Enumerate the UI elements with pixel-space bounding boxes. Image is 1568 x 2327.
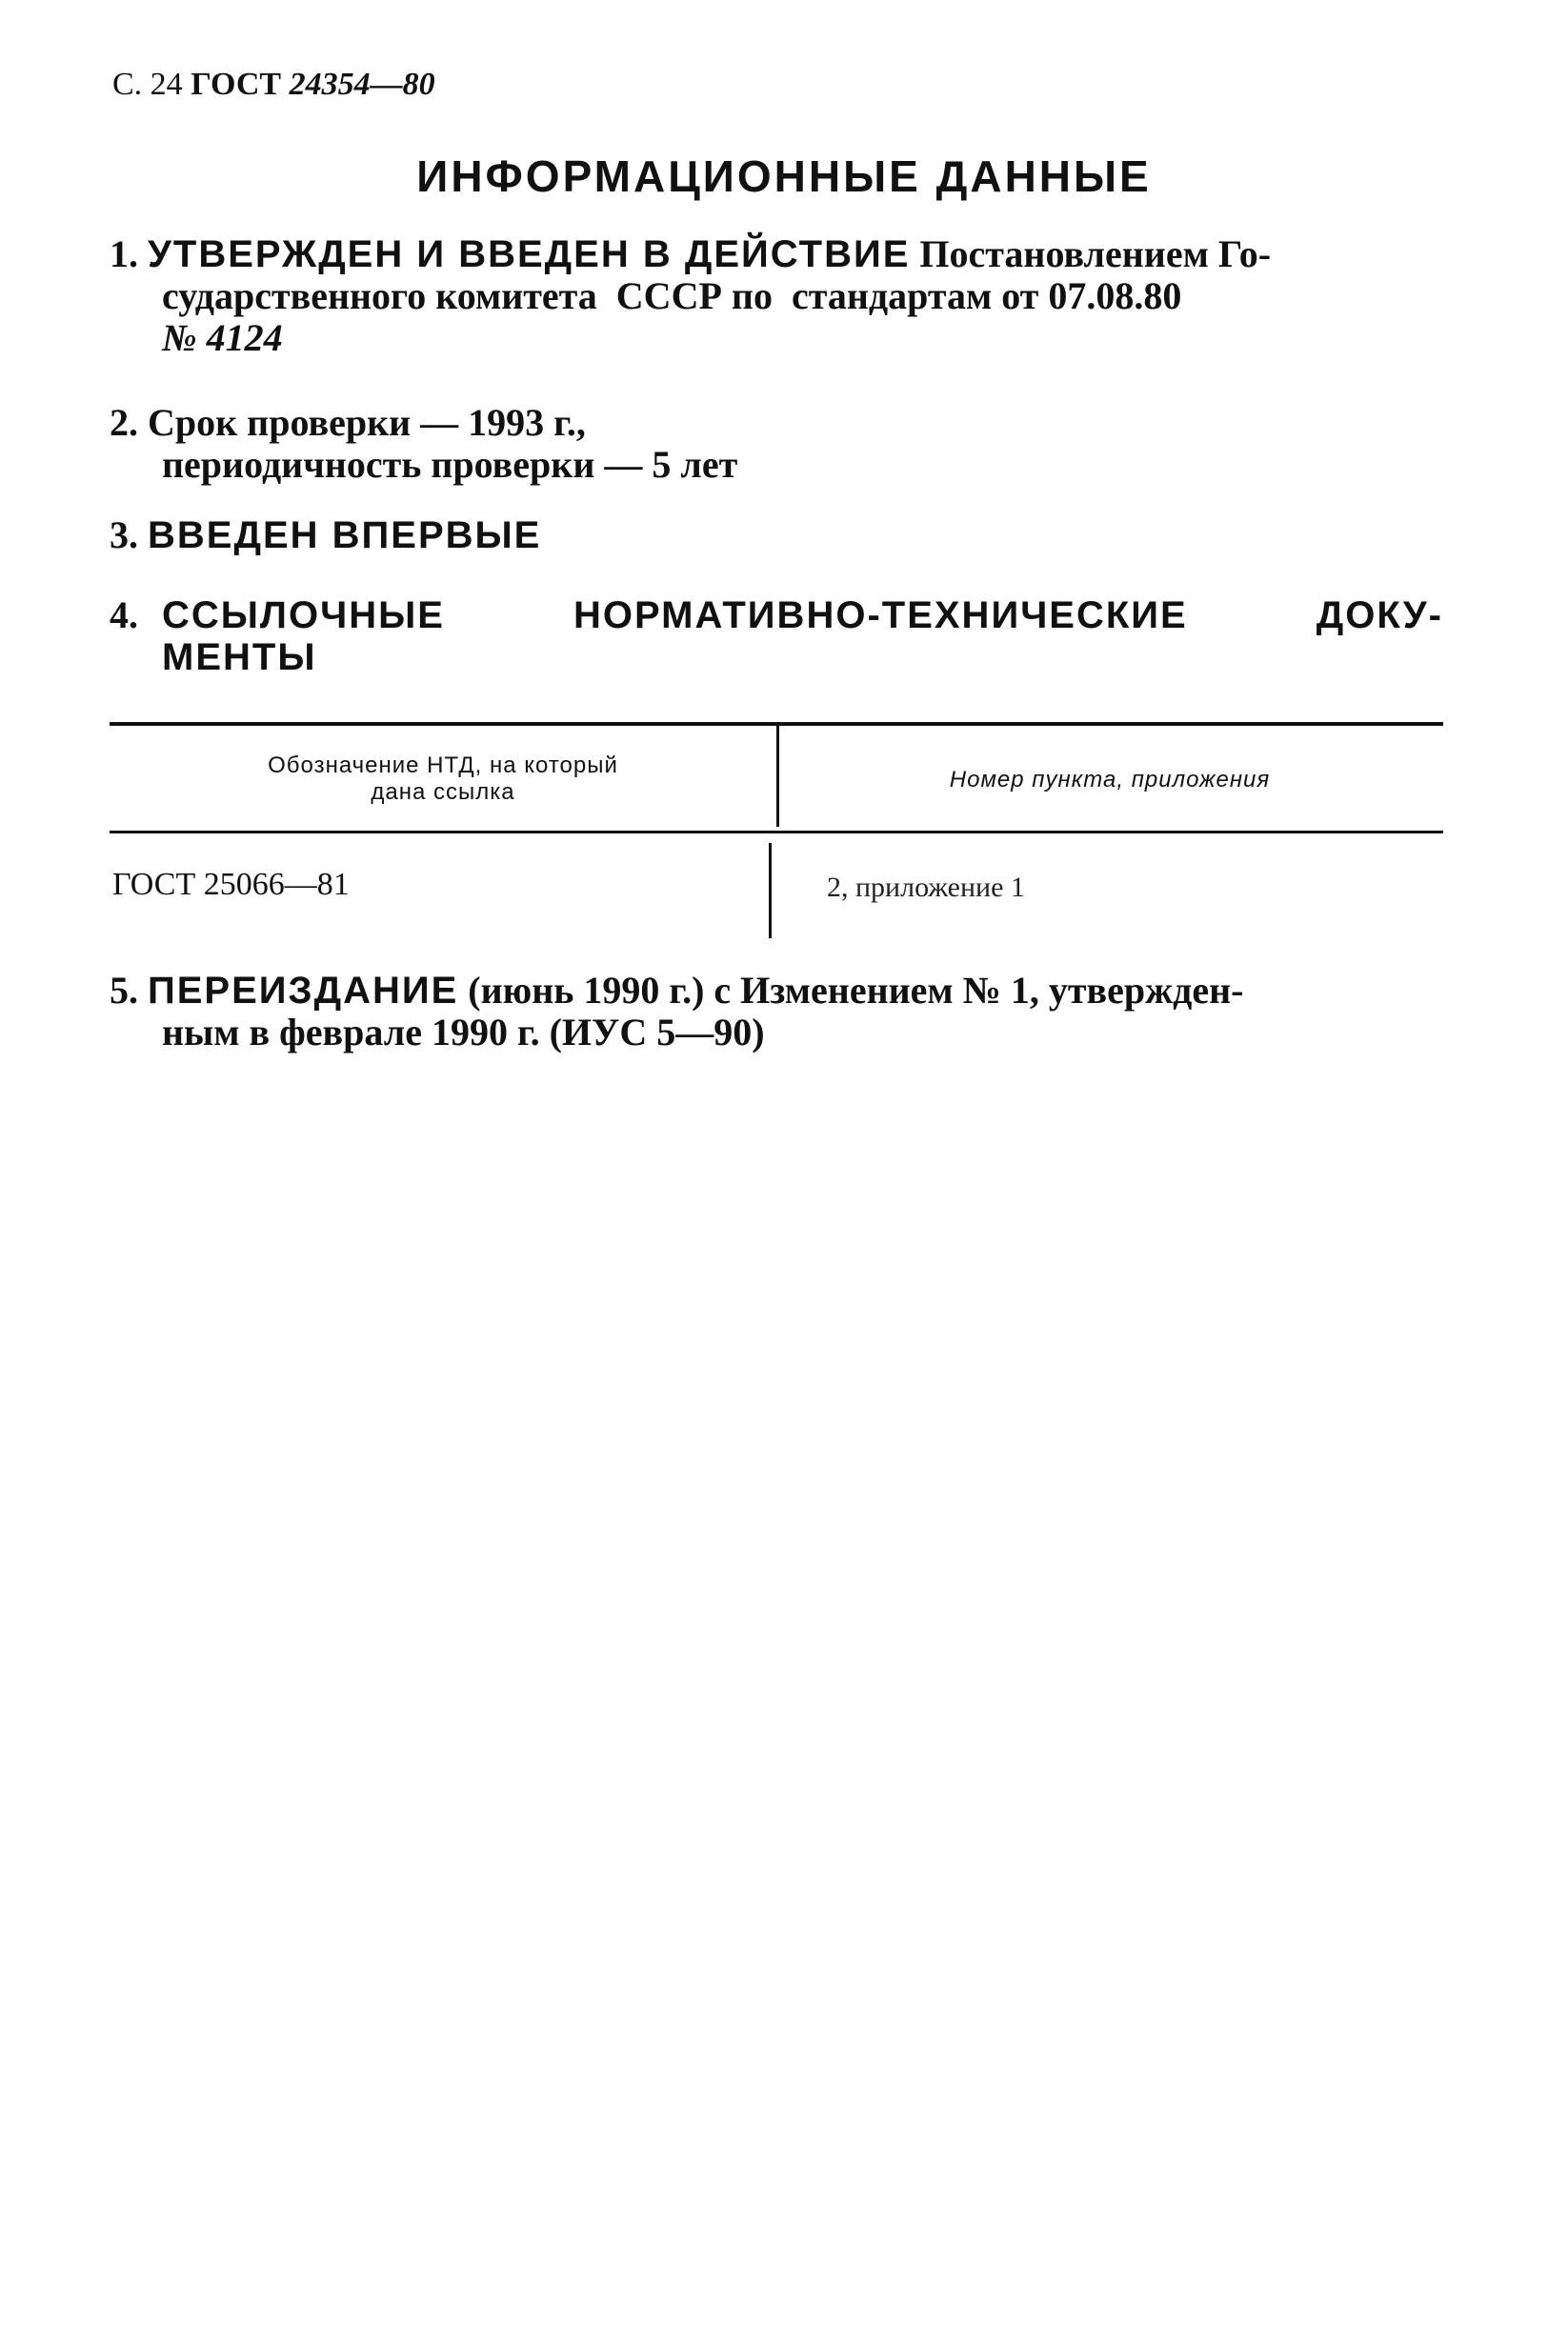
item-4 [110,594,1443,678]
table-header-col-2: Номер пункта, приложения [949,767,1271,792]
item-2-line-1-text: Срок проверки — 1993 г., [148,401,586,444]
page-title: ИНФОРМАЦИОННЫЕ ДАННЫЕ [416,151,1152,201]
item-1-line-3: № 4124 [162,316,283,359]
table-header-col-1-line-2: дана ссылка [371,779,515,805]
item-3-number: 3. [110,513,138,556]
item-4-line-2: МЕНТЫ [162,636,317,678]
item-1-line-1 [110,233,1443,275]
item-5-line-1 [110,970,1443,1012]
item-1-line-2: сударственного комитета СССР по стандартам от 07.08.80 [162,274,1182,317]
item-5-line-2: ным в феврале 1990 г. (ИУС 5—90) [162,1011,765,1053]
item-4-number: 4. [110,593,138,636]
item-1 [110,233,1443,359]
item-5-caps: ПЕРЕИЗДАНИЕ [148,970,459,1012]
standard-prefix: ГОСТ [191,67,282,102]
item-4-line-1 [110,594,1443,636]
page-number: С. 24 [112,67,183,102]
item-5-number: 5. [110,969,138,1012]
table-cell-clause: 2, приложение 1 [827,872,1025,903]
item-2-line-1 [110,402,1443,444]
page-header [112,67,435,103]
item-1-line-1-text: Постановлением Го- [919,232,1272,275]
table-row-divider [769,843,772,938]
item-1-caps: УТВЕРЖДЕН И ВВЕДЕН В ДЕЙСТВИЕ [148,233,911,275]
item-2-number: 2. [110,401,138,444]
standard-number: 24354—80 [289,67,435,102]
item-4-line-1-text: ССЫЛОЧНЫЕ НОРМАТИВНО-ТЕХНИЧЕСКИЕ ДОКУ- [162,594,1443,636]
item-5-line-1-text: (июнь 1990 г.) с Изменением № 1, утвержден- [468,969,1244,1012]
item-2-line-2: периодичность проверки — 5 лет [162,443,738,486]
table-header-rule [110,831,1443,833]
item-1-number: 1. [110,232,138,275]
table-header-divider [776,726,779,827]
item-2 [110,402,1443,486]
item-3 [110,514,1443,556]
table-header-col-1-line-1: Обозначение НТД, на который [268,752,618,778]
table-header-col-1 [114,752,772,806]
item-3-text: ВВЕДЕН ВПЕРВЫЕ [148,514,542,556]
table-cell-document: ГОСТ 25066—81 [112,867,350,902]
item-5 [110,970,1443,1053]
